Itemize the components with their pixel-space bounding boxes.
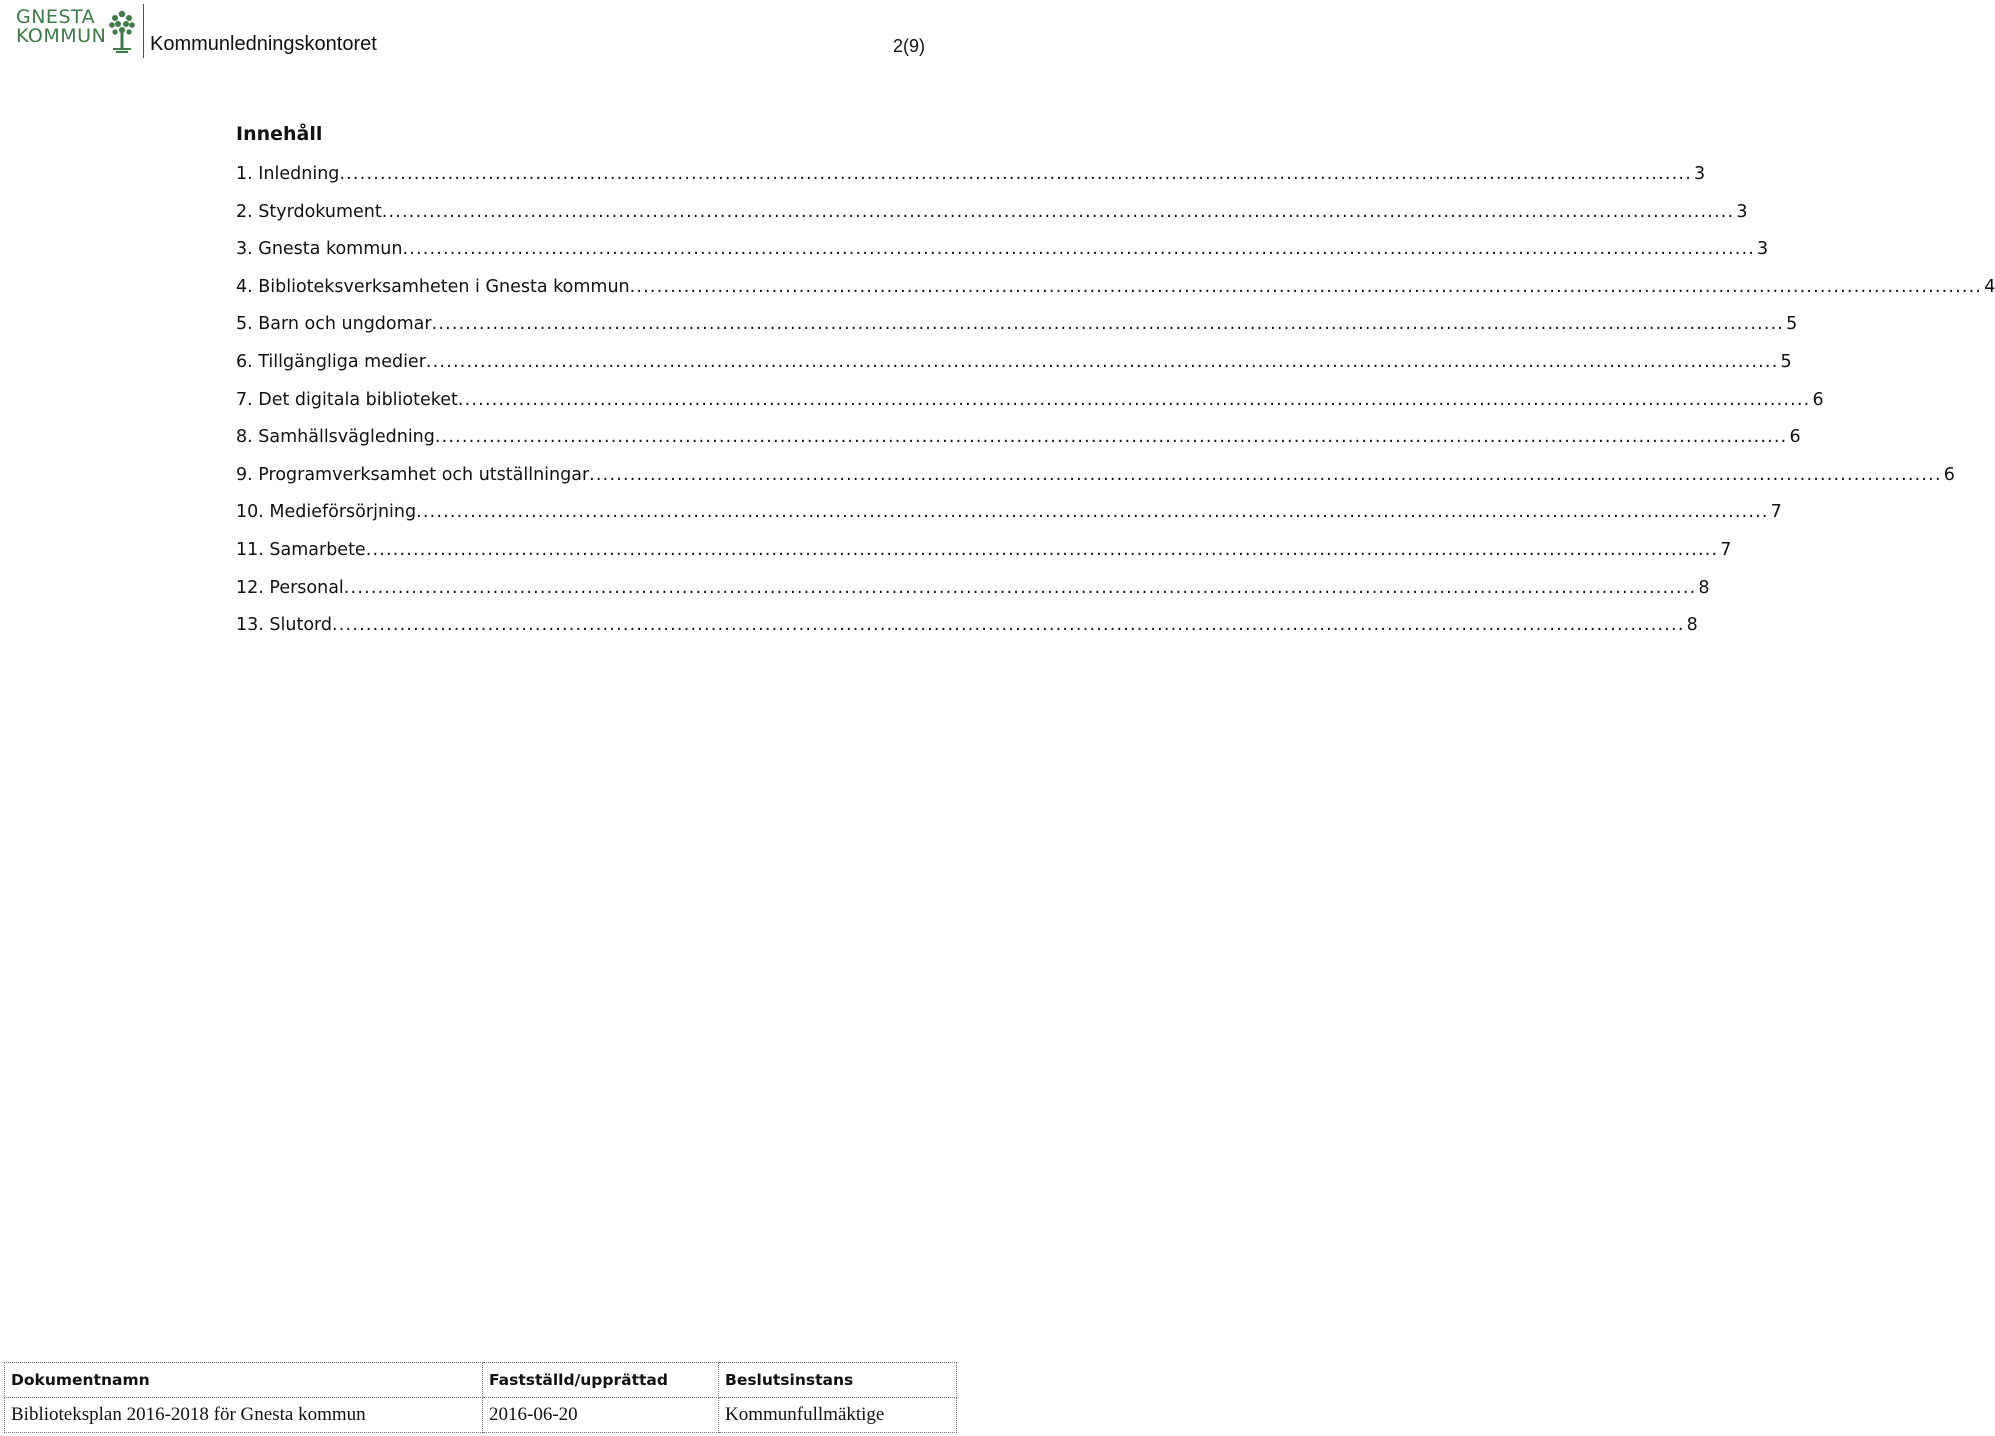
toc-entry-page: 5 [1786,314,1798,335]
toc-entry[interactable] [236,419,1801,457]
page-number: 2(9) [892,36,925,56]
toc-entry-page: 3 [1693,164,1706,184]
toc-entry-page: 6 [1943,464,1955,485]
toc-entry-text: 5. Barn och ungdomar [236,314,432,335]
table-of-contents [236,118,1995,645]
toc-entry-page: 6 [1812,389,1824,410]
dot-leader: ........................................................................................................................................................................................................ [332,615,1685,636]
toc-entry-text: 1. Inledning [236,164,340,184]
toc-entry-page: 7 [1770,502,1782,523]
footer-header-row [5,1363,957,1398]
toc-entry-page: 7 [1720,539,1732,560]
toc-entry-text: 7. Det digitala biblioteket [236,389,458,410]
dot-leader: ........................................................................................................................................................................................................ [629,276,1983,297]
toc-entry-text: 9. Programverksamhet och utställningar [236,464,590,485]
toc-entry-text: 8. Samhällsvägledning [236,427,435,448]
footer-header-document-name: Dokumentnamn [5,1363,483,1398]
office-name: Kommunledningskontoret [150,33,377,55]
toc-entry-page: 4 [1984,276,1995,297]
toc-entry-page: 3 [1736,201,1748,222]
toc-title: Innehåll [236,123,323,145]
toc-entry[interactable] [236,156,1706,194]
toc-entry-text: 3. Gnesta kommun [236,239,403,260]
dot-leader: ........................................................................................................................................................................................................ [339,164,1692,184]
toc-entry[interactable] [236,607,1698,645]
page-header [0,0,960,62]
toc-entry[interactable] [236,194,1748,232]
toc-entry[interactable] [236,494,1782,532]
toc-entry-page: 8 [1686,615,1698,636]
toc-entry-text: 11. Samarbete [236,539,366,560]
toc-entry[interactable] [236,570,1710,608]
tree-icon [108,8,136,54]
toc-entry-text: 10. Medieförsörjning [236,502,417,523]
dot-leader: ........................................................................................................................................................................................................ [381,201,1735,222]
toc-entry-page: 3 [1757,239,1769,260]
toc-entry[interactable] [236,344,1792,382]
toc-entry-text: 13. Slutord [236,615,333,636]
dot-leader: ........................................................................................................................................................................................................ [431,314,1785,335]
document-footer [4,1362,956,1433]
logo-wordmark [16,8,106,46]
toc-entry[interactable] [236,457,1955,495]
gnesta-kommun-logo [16,8,140,54]
toc-entry-page: 5 [1780,351,1792,372]
footer-document-name: Biblioteksplan 2016-2018 för Gnesta kommun [5,1398,483,1433]
toc-entry-text: 6. Tillgängliga medier [236,351,426,372]
dot-leader: ........................................................................................................................................................................................................ [343,577,1697,598]
dot-leader: ........................................................................................................................................................................................................ [365,539,1719,560]
toc-entry-text: 12. Personal [236,577,344,598]
toc-entry[interactable] [236,306,1798,344]
toc-entry[interactable] [236,382,1824,420]
toc-entry-page: 8 [1698,577,1710,598]
dot-leader: ........................................................................................................................................................................................................ [425,351,1779,372]
dot-leader: ........................................................................................................................................................................................................ [589,464,1942,485]
dot-leader: ........................................................................................................................................................................................................ [416,502,1769,523]
logo-line-1: GNESTA [16,6,96,28]
footer-value-row [5,1398,957,1433]
dot-leader: ........................................................................................................................................................................................................ [457,389,1811,410]
toc-entry-list [236,156,1995,645]
footer-decision-body: Kommunfullmäktige [719,1398,957,1433]
dot-leader: ........................................................................................................................................................................................................ [434,427,1788,448]
toc-entry-page: 6 [1789,427,1801,448]
dot-leader: ........................................................................................................................................................................................................ [402,239,1756,260]
toc-entry-text: 4. Biblioteksverksamheten i Gnesta kommun [236,276,630,297]
header-divider [143,4,144,58]
footer-header-decision-body: Beslutsinstans [719,1363,957,1398]
toc-entry[interactable] [236,231,1769,269]
toc-entry-text: 2. Styrdokument [236,201,382,222]
footer-established-date: 2016-06-20 [483,1398,719,1433]
footer-header-established: Fastställd/upprättad [483,1363,719,1398]
toc-entry[interactable] [236,269,1995,307]
toc-entry[interactable] [236,532,1732,570]
logo-line-2: KOMMUN [16,25,107,47]
document-info-table [4,1362,957,1433]
